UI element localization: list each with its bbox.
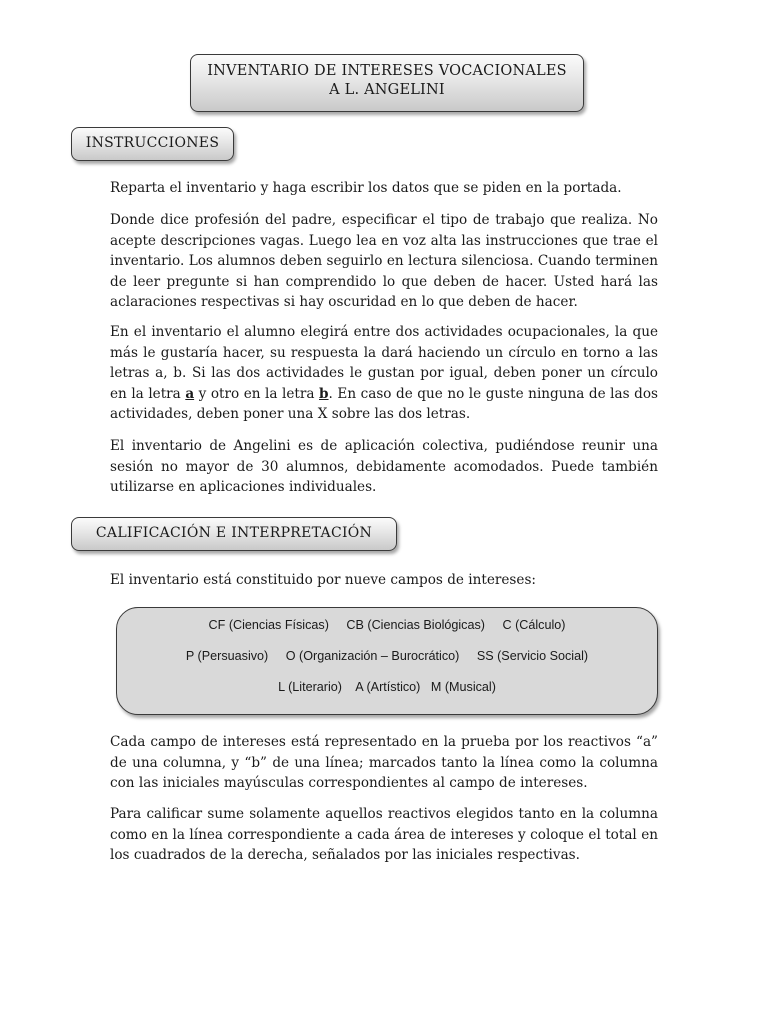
document-title-line2: A L. ANGELINI bbox=[329, 82, 445, 98]
interest-fields-row-1: CF (Ciencias Físicas) CB (Ciencias Biológicas) C (Cálculo) bbox=[208, 618, 566, 632]
instructions-paragraph-2: Donde dice profesión del padre, especificar el tipo de trabajo que realiza. No acepte descripciones vagas. Luego lea en voz alta las instrucciones que trae el inventario. Los alumnos deben seguirlo en lectura silenciosa. Cuando terminen de leer pregunte si han comprendido lo que deben de hacer. Usted hará las aclaraciones respectivas si hay oscuridad en lo que deben de hacer. bbox=[110, 212, 658, 310]
interest-fields-row-2: P (Persuasivo) O (Organización – Burocrático) SS (Servicio Social) bbox=[185, 649, 589, 663]
grading-intro: El inventario está constituido por nueve campos de intereses: bbox=[110, 572, 537, 588]
interest-fields-box bbox=[116, 607, 658, 715]
letter-a-emphasis: a bbox=[185, 385, 195, 402]
letter-b-emphasis: b bbox=[319, 385, 329, 402]
document-title-line1: INVENTARIO DE INTERESES VOCACIONALES bbox=[207, 63, 567, 79]
paragraph-3-text-c: . En caso de que no le guste ninguna de las dos actividades, deben poner una X sobre las dos letras. bbox=[110, 385, 658, 422]
instructions-paragraph-3 bbox=[110, 322, 658, 425]
instructions-heading: INSTRUCCIONES bbox=[71, 127, 234, 161]
grading-paragraph-2: Para calificar sume solamente aquellos reactivos elegidos tanto en la columna como en la línea correspondiente a cada área de intereses y coloque el total en los cuadrados de la derecha, señalados por las iniciales respectivas. bbox=[110, 806, 658, 863]
grading-heading: CALIFICACIÓN E INTERPRETACIÓN bbox=[71, 517, 397, 551]
paragraph-3-text-b: y otro en la letra bbox=[194, 385, 320, 402]
instructions-paragraph-1: Reparta el inventario y haga escribir los datos que se piden en la portada. bbox=[110, 180, 622, 196]
document-title-box bbox=[190, 54, 584, 112]
instructions-paragraph-4: El inventario de Angelini es de aplicación colectiva, pudiéndose reunir una sesión no mayor de 30 alumnos, debidamente acomodados. Puede también utilizarse en aplicaciones individuales. bbox=[110, 438, 658, 495]
paragraph-3-text-a: En el inventario el alumno elegirá entre dos actividades ocupacionales, la que más le gustaría hacer, su respuesta la dará haciendo un círculo en torno a las letras a, b. Si las dos actividades le gustan por igual, deben poner un círculo en la letra bbox=[110, 324, 658, 402]
interest-fields-row-3: L (Literario) A (Artístico) M (Musical) bbox=[278, 680, 496, 694]
grading-paragraph-1: Cada campo de intereses está representado en la prueba por los reactivos “a” de una columna, y “b” de una línea; marcados tanto la línea como la columna con las iniciales mayúsculas correspondientes al campo de intereses. bbox=[110, 734, 658, 791]
